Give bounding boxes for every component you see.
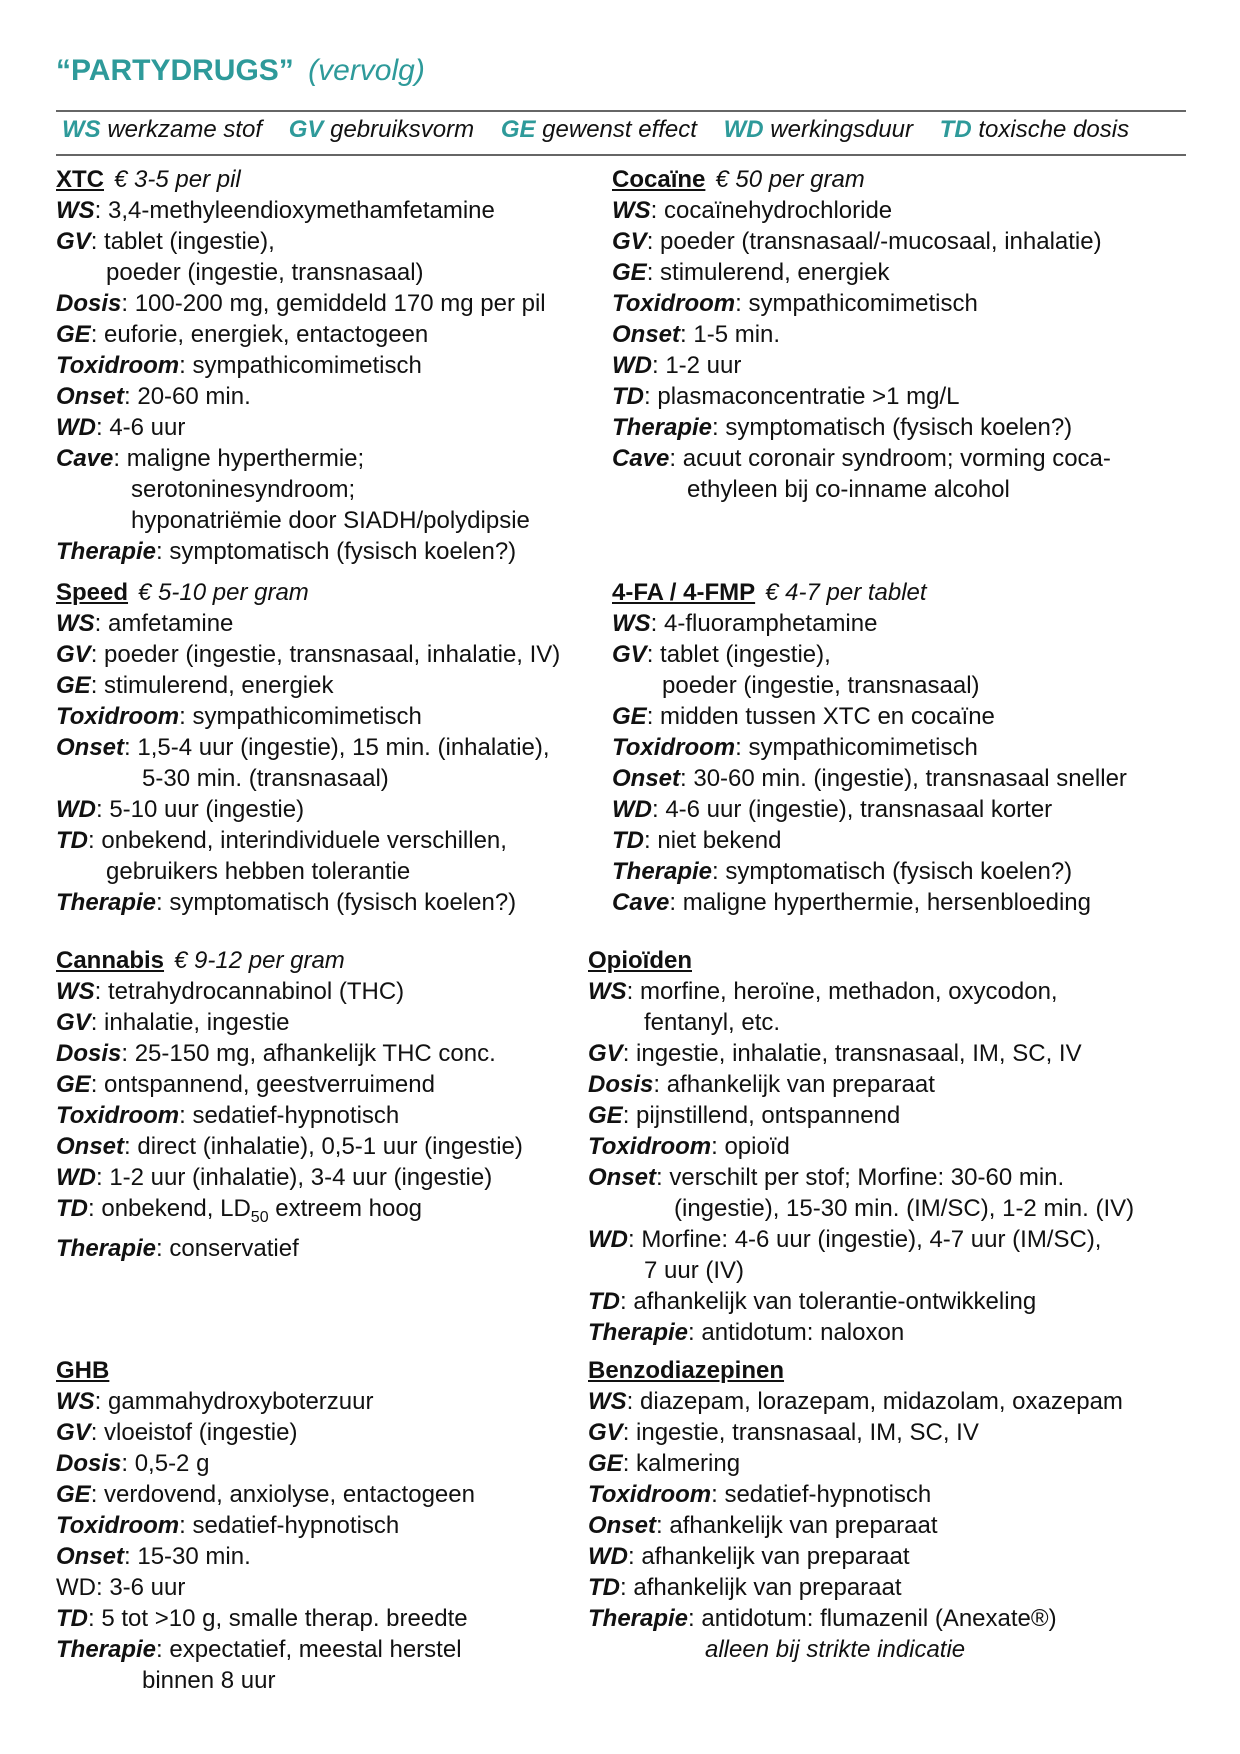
cave-line: Cave: maligne hyperthermie; [56, 445, 365, 472]
ge-line: GE: kalmering [588, 1450, 741, 1477]
ws-line: WS: gammahydroxyboterzuur [56, 1388, 374, 1415]
ws-line: WS: 3,4-methyleendioxymethamfetamine [56, 197, 495, 224]
toxidroom-line: Toxidroom: sedatief-hypnotisch [56, 1102, 400, 1129]
legend-item-wd: WD werkingsduur [723, 116, 913, 143]
wd-line: WD: 1-2 uur (inhalatie), 3-4 uur (ingestie) [56, 1164, 493, 1191]
title-subtitle: (vervolg) [308, 54, 425, 87]
toxidroom-line: Toxidroom: sympathicomimetisch [56, 352, 422, 379]
onset-line: Onset: 1,5-4 uur (ingestie), 15 min. (inhalatie), [56, 734, 550, 761]
cave-line-cont: hyponatriëmie door SIADH/polydipsie [131, 507, 530, 534]
section-heading: XTC € 3-5 per pil [56, 166, 241, 193]
td-line-cont: gebruikers hebben tolerantie [106, 858, 411, 885]
title-main: “PARTYDRUGS” [56, 54, 294, 87]
td-line: TD: plasmaconcentratie >1 mg/L [612, 383, 960, 410]
wd-line: WD: afhankelijk van preparaat [588, 1543, 910, 1570]
wd-line: WD: 5-10 uur (ingestie) [56, 796, 305, 823]
td-line: TD: afhankelijk van preparaat [588, 1574, 902, 1601]
section-heading: Opioïden [588, 947, 692, 974]
therapie-line: Therapie: symptomatisch (fysisch koelen?) [56, 538, 517, 565]
legend-item-td: TD toxische dosis [939, 116, 1130, 143]
td-line: TD: onbekend, $LD_{50}$ extreem hoog [56, 1195, 423, 1226]
abbreviation-legend [56, 110, 1186, 156]
gv-line-cont: poeder (ingestie, transnasaal) [662, 672, 980, 699]
dosis-line: Dosis: 100-200 mg, gemiddeld 170 mg per pil [56, 290, 546, 317]
dosis-line: Dosis: 0,5-2 g [56, 1450, 210, 1477]
therapie-line: Therapie: symptomatisch (fysisch koelen?) [612, 414, 1073, 441]
section-xtc [56, 164, 646, 567]
onset-line-cont: 5-30 min. (transnasaal) [142, 765, 389, 792]
wd-line: WD: 3-6 uur [56, 1574, 186, 1601]
section-heading: Speed € 5-10 per gram [56, 579, 309, 606]
page-title [56, 54, 425, 88]
therapie-line: Therapie: expectatief, meestal herstel [56, 1636, 462, 1663]
gv-line: GV: ingestie, transnasaal, IM, SC, IV [588, 1419, 979, 1446]
ge-line: GE: euforie, energiek, entactogeen [56, 321, 429, 348]
ws-line: WS: 4-fluoramphetamine [612, 610, 878, 637]
toxidroom-line: Toxidroom: opioïd [588, 1133, 790, 1160]
section-heading: GHB [56, 1357, 110, 1384]
ge-line: GE: stimulerend, energiek [56, 672, 334, 699]
section-opioiden [588, 945, 1208, 1348]
therapie-line: Therapie: antidotum: naloxon [588, 1319, 905, 1346]
legend-item-gv: GV gebruiksvorm [288, 116, 475, 143]
section-ghb [56, 1355, 646, 1696]
legend-item-ws: WS werkzame stof [62, 116, 263, 143]
ws-line: WS: morfine, heroïne, methadon, oxycodon, [588, 978, 1058, 1005]
section-heading: Cocaïne € 50 per gram [612, 166, 865, 193]
ws-line: WS: diazepam, lorazepam, midazolam, oxazepam [588, 1388, 1123, 1415]
wd-line: WD: Morfine: 4-6 uur (ingestie), 4-7 uur (IM/SC), [588, 1226, 1102, 1253]
therapie-line: Therapie: symptomatisch (fysisch koelen?) [612, 858, 1073, 885]
onset-line-cont: (ingestie), 15-30 min. (IM/SC), 1-2 min. (IV) [674, 1195, 1135, 1222]
therapie-line: Therapie: conservatief [56, 1234, 299, 1262]
wd-line: WD: 4-6 uur (ingestie), transnasaal korter [612, 796, 1053, 823]
td-line: TD: niet bekend [612, 827, 782, 854]
toxidroom-line: Toxidroom: sympathicomimetisch [612, 290, 978, 317]
therapie-line-cont: alleen bij strikte indicatie [705, 1636, 966, 1663]
section-4fa [612, 577, 1202, 918]
gv-line: GV: poeder (ingestie, transnasaal, inhalatie, IV) [56, 641, 561, 668]
onset-line: Onset: verschilt per stof; Morfine: 30-60 min. [588, 1164, 1065, 1191]
therapie-line: Therapie: symptomatisch (fysisch koelen?) [56, 889, 517, 916]
onset-line: Onset: 20-60 min. [56, 383, 251, 410]
onset-line: Onset: afhankelijk van preparaat [588, 1512, 938, 1539]
gv-line: GV: inhalatie, ingestie [56, 1009, 290, 1036]
onset-line: Onset: 15-30 min. [56, 1543, 251, 1570]
therapie-line-cont: binnen 8 uur [142, 1667, 276, 1694]
ge-line: GE: midden tussen XTC en cocaïne [612, 703, 995, 730]
ws-line: WS: tetrahydrocannabinol (THC) [56, 978, 405, 1005]
cave-line: Cave: acuut coronair syndroom; vorming coca- [612, 445, 1111, 472]
cave-line-cont: serotoninesyndroom; [131, 476, 356, 503]
section-speed [56, 577, 646, 918]
wd-line: WD: 1-2 uur [612, 352, 742, 379]
gv-line: GV: poeder (transnasaal/-mucosaal, inhalatie) [612, 228, 1102, 255]
legend-item-ge: GE gewenst effect [500, 116, 697, 143]
section-heading: Benzodiazepinen [588, 1357, 785, 1384]
onset-line: Onset: 1-5 min. [612, 321, 781, 348]
toxidroom-line: Toxidroom: sympathicomimetisch [56, 703, 422, 730]
toxidroom-line: Toxidroom: sedatief-hypnotisch [588, 1481, 932, 1508]
td-line: TD: onbekend, interindividuele verschillen, [56, 827, 507, 854]
dosis-line: Dosis: afhankelijk van preparaat [588, 1071, 935, 1098]
section-cocaine [612, 164, 1202, 505]
dosis-line: Dosis: 25-150 mg, afhankelijk THC conc. [56, 1040, 496, 1067]
gv-line-cont: poeder (ingestie, transnasaal) [106, 259, 424, 286]
section-benzodiazepinen [588, 1355, 1208, 1665]
ws-line: WS: cocaïnehydrochloride [612, 197, 893, 224]
ge-line: GE: verdovend, anxiolyse, entactogeen [56, 1481, 475, 1508]
section-cannabis [56, 945, 646, 1264]
wd-line-cont: 7 uur (IV) [644, 1257, 745, 1284]
gv-line: GV: tablet (ingestie), [612, 641, 831, 668]
gv-line: GV: tablet (ingestie), [56, 228, 275, 255]
ws-line: WS: amfetamine [56, 610, 234, 637]
section-heading: 4-FA / 4-FMP € 4-7 per tablet [612, 579, 927, 606]
cave-line: Cave: maligne hyperthermie, hersenbloeding [612, 889, 1091, 916]
toxidroom-line: Toxidroom: sedatief-hypnotisch [56, 1512, 400, 1539]
td-line: TD: 5 tot >10 g, smalle therap. breedte [56, 1605, 468, 1632]
ge-line: GE: ontspannend, geestverruimend [56, 1071, 435, 1098]
td-line: TD: afhankelijk van tolerantie-ontwikkeling [588, 1288, 1037, 1315]
therapie-line: Therapie: antidotum: flumazenil (Anexate®) [588, 1605, 1057, 1632]
onset-line: Onset: 30-60 min. (ingestie), transnasaal sneller [612, 765, 1127, 792]
wd-line: WD: 4-6 uur [56, 414, 186, 441]
toxidroom-line: Toxidroom: sympathicomimetisch [612, 734, 978, 761]
gv-line: GV: ingestie, inhalatie, transnasaal, IM, SC, IV [588, 1040, 1082, 1067]
onset-line: Onset: direct (inhalatie), 0,5-1 uur (ingestie) [56, 1133, 523, 1160]
ws-line-cont: fentanyl, etc. [644, 1009, 781, 1036]
cave-line-cont: ethyleen bij co-inname alcohol [687, 476, 1010, 503]
section-heading: Cannabis € 9-12 per gram [56, 947, 345, 974]
gv-line: GV: vloeistof (ingestie) [56, 1419, 298, 1446]
ge-line: GE: stimulerend, energiek [612, 259, 890, 286]
ge-line: GE: pijnstillend, ontspannend [588, 1102, 901, 1129]
